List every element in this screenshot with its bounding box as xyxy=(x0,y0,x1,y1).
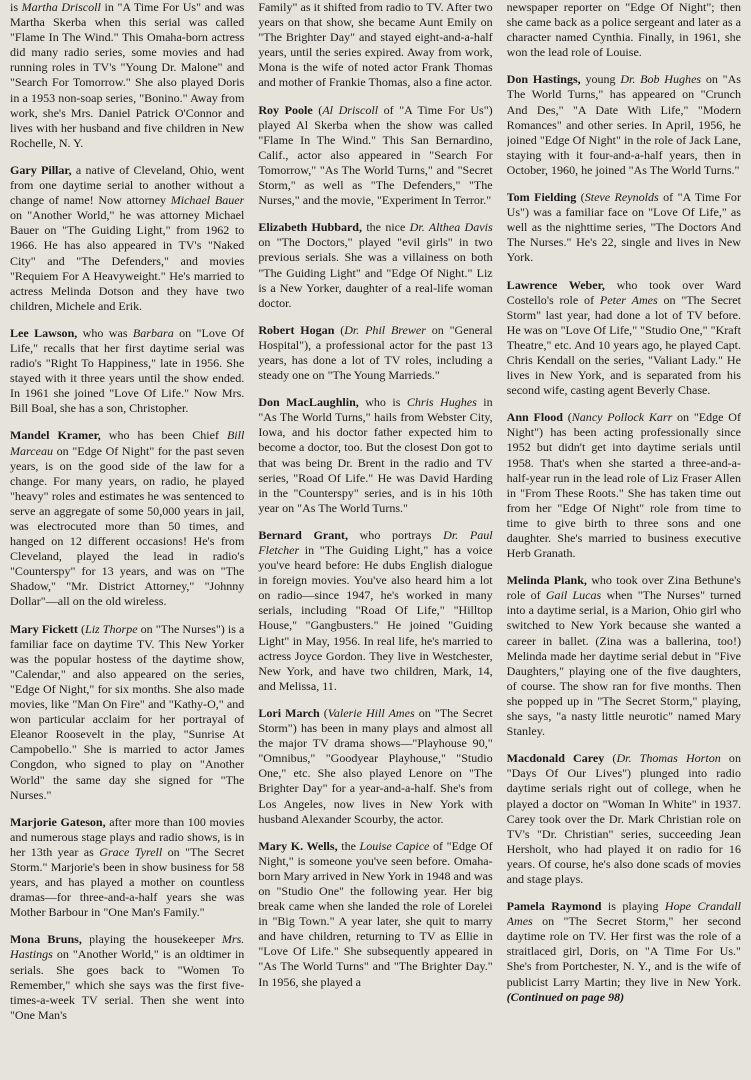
bio-text: on "Another World," is an oldtimer in serials. She goes back to "Women To Remember," which she says was the first five-times-a-week TV serial. Then she went into "One Man's xyxy=(10,947,245,1022)
actor-bio xyxy=(258,839,492,990)
character-name: Louise Capice xyxy=(359,838,430,853)
bio-text: when "The Nurses" turned into a daytime serial, is a Marion, Ohio girl who switched to New York because she wanted a career in ballet. (Zina was a ballerina, too!) Melinda made her daytime serial debut in "Five Daughters," playing one of the five daughters, of course. The show ran for five months. Then she popped up in "The Secret Storm," playing, she says, "a nasty little neurotic" named Mary Stanley. xyxy=(506,588,741,739)
character-name: Liz Thorpe xyxy=(85,621,138,636)
actor-bio xyxy=(10,428,244,609)
actor-bio xyxy=(258,323,492,383)
bio-text: on "The Secret Storm." Marjorie's been in show business for 58 years, and has played a mother on countless dramas—for three-and-a-half years she was Mother Barbour in "One Man's Family." xyxy=(10,844,245,920)
actor-bio xyxy=(507,72,741,178)
bio-text: playing the housekeeper xyxy=(81,932,222,947)
character-name: Hope Crandall Ames xyxy=(506,899,741,929)
actor-name: Bernard Grant, xyxy=(258,527,348,542)
bio-text: on "The Doctors," played "evil girls" in two previous serials. She was a villainess on both "The Guiding Light" and "Edge Of Night." Liz is a New Yorker, daughter of a real-life woman doctor. xyxy=(258,235,493,310)
bio-text: on "As The World Turns," has appeared on "Crunch And Des," "A Date With Life," "Modern Romances" and other series. In April, 1956, he joined "Edge Of Night" in the role of Jack Lane, staying with it four-and-a-half years, then in October, 1960, he joined "As The World Turns." xyxy=(506,72,741,177)
actor-bio xyxy=(10,326,244,417)
character-name: Michael Bauer xyxy=(170,193,245,208)
column-1 xyxy=(10,0,244,1080)
character-name: Dr. Bob Hughes xyxy=(620,72,702,87)
actor-name: Marjorie Gateson, xyxy=(10,814,106,829)
bio-text: ( xyxy=(319,705,328,720)
bio-text: on "The Secret Storm") has been in many plays and almost all the major TV drama shows—"Playhouse 90," "Omnibus," "Goodyear Playhouse," "Studio One," etc. She also played Lenore on "The Brighter Day" for a year-and-a-half. She's from Los Angeles, now lives in New York with husband Alexander Scourby, the actor. xyxy=(258,705,493,826)
continued-notice: (Continued on page 98) xyxy=(506,989,625,1004)
bio-text: in "The Guiding Light," has a voice you've heard before: He dubs English dialogue in foreign movies. You've also heard him a lot on radio—since 1947, he's worked in many serials, including "Road Of Life," "Hilltop House," "Gangbusters." He joined "Guiding Light" in May, 1956. In real life, he's married to actress Joyce Gordon. They live in Westchester, New York, and have two children, Mark, 14, and Melissa, 11. xyxy=(258,543,493,693)
actor-name: Tom Fielding xyxy=(506,190,577,205)
bio-text: ( xyxy=(334,322,345,337)
actor-name: Ann Flood xyxy=(506,410,563,425)
bio-text: on "The Nurses") is a familiar face on daytime TV. This New Yorker was the popular hostess of the daytime show, "Calendar," and also appeared on the series, "Edge Of Night," for six months. She also made movies, like "Man On Fire" and "Kathy-O," and won particular acclaim for her portrayal of Eleanor Roosevelt in the play, "Sunrise At Campobello." She is married to actor James Congdon, who signed to play on "Another World" the same day she signed for "The Nurses." xyxy=(10,621,245,802)
actor-bio xyxy=(10,815,244,921)
bio-text: on "Edge Of Night" for the past seven years, is on the good side of the law for a change. For many years, on radio, he played "heavy" roles and estimates he was sentenced to serve an aggregate of some 50,000 years in jail, was electrocuted more than 50 times, and hanged on 12 different occasions! He's from Cleveland, played the lead in radio's "Counterspy" for 13 years, and was on "The Shadow," "Mr. District Attorney," "Johnny Dollar"—all on the old wireless. xyxy=(10,443,245,609)
bio-text: on "Edge Of Night") has been acting professionally since 1952 but didn't get into daytime serials until 1958. That's when she started a three-and-a-half-year run in the lead role of Liz Fraser Allen in "From These Roots." She has taken time out from her "Edge Of Night" role from time to time to give birth to three sons and one daughter. She's married to business executive Herb Granath. xyxy=(506,410,741,561)
bio-text: on "General Hospital"), a professional actor for the past 13 years, has done a lot of TV roles, including a steady one on "The Young Marrieds." xyxy=(258,322,493,383)
character-name: Dr. Thomas Horton xyxy=(616,751,721,766)
actor-name: Mandel Kramer, xyxy=(10,428,101,443)
bio-text: is playing xyxy=(601,899,665,914)
bio-text: after more than 100 movies and numerous stage plays and radio shows, is in her 13th year as xyxy=(10,814,245,859)
actor-bio xyxy=(507,278,741,399)
bio-text: young xyxy=(580,72,621,87)
character-name: Dr. Paul Fletcher xyxy=(258,527,493,557)
bio-text: a native of Cleveland, Ohio, went from one daytime serial to another without a change of name! Now attorney xyxy=(10,162,245,208)
bio-text: who portrays xyxy=(347,527,444,542)
character-name: Nancy Pollock Karr xyxy=(571,410,673,425)
actor-name: Mary Fickett xyxy=(10,621,78,636)
bio-text: of "Edge Of Night," is someone you've seen before. Omaha-born Mary arrived in New York in 1948 and was on "Studio One" the following year. Her big break came when she landed the role of Lorelei in "Big Town." A year later, she quit to marry and have children, returning to TV as Ellie in "Love Of Life." She subsequently appeared in "As The World Turns" and "The Brighter Day." In 1956, she played a xyxy=(258,838,493,989)
actor-name: Pamela Raymond xyxy=(506,899,602,914)
bio-text: who took over Zina Bethune's role of xyxy=(506,573,741,603)
actor-name: Lawrence Weber, xyxy=(506,277,605,292)
character-name: Chris Hughes xyxy=(406,395,477,410)
bio-text: on "Days Of Our Lives") plunged into radio daytime serials right out of college, when he played a doctor on "Woman In White" in 1937. Carey took over the Dr. Mark Christian role on TV's "Dr. Christian" series, succeeding Jean Hersholt, who had played it on radio for 16 years. Of course, he's also done scads of movies and stage plays. xyxy=(506,751,741,886)
actor-name: Don MacLaughlin, xyxy=(258,395,359,410)
actor-name: Roy Poole xyxy=(258,102,313,117)
bio-text: in "As The World Turns," hails from Webster City, Iowa, and his doctor father expected him to become a doctor, too. But the closest Don got to that was being Dr. Brent in the radio and TV series, "Road Of Life." He was David Harding in the "Counterspy" series, and is in his 10th year on "As The World Turns." xyxy=(258,395,493,515)
character-name: Gail Lucas xyxy=(545,588,602,603)
bio-text: newspaper reporter on "Edge Of Night"; then she came back as a police sergeant and later as a character named Cynthia. Finally, in 1961, she won the lead role of Louise. xyxy=(506,0,741,60)
character-name: Al Driscoll xyxy=(322,102,379,117)
bio-text: on "Love Of Life," recalls that her first daytime serial was radio's "Right To Happiness," late in 1956. She stayed with it three years until the show ended. In 1961 she joined "Love Of Life." Now Mrs. Bill Boal, she has a son, Christopher. xyxy=(10,325,245,416)
actor-name: Don Hastings, xyxy=(506,72,581,87)
actor-name: Robert Hogan xyxy=(258,322,335,337)
bio-text: on "Another World," he was attorney Michael Bauer on "The Guiding Light," from 1962 to 1966. He has also appeared in TV's "Naked City" and "The Defenders," and movies "Requiem For A Heavyweight." He's married to actress Melinda Dotson and they have two children, Michele and Erik. xyxy=(10,208,245,313)
bio-text: of "A Time For Us") was a familiar face on "Love Of Life," as well as the nighttime series, "The Doctors And The Nurses." He's 22, single and lives in New York. xyxy=(506,190,741,265)
character-name: Peter Ames xyxy=(599,292,658,307)
actor-bio xyxy=(258,103,492,209)
actor-name: Gary Pillar, xyxy=(10,162,72,177)
actor-name: Melinda Plank, xyxy=(506,573,587,588)
actor-bio xyxy=(10,932,244,1023)
character-name: Dr. Phil Brewer xyxy=(344,322,426,337)
actor-bio xyxy=(507,751,741,887)
actor-bio xyxy=(507,0,741,60)
bio-text: on "The Secret Storm," her second daytime role on TV. Her first was the role of a straitlaced girl, Doris, on "A Time For Us." She's from Portchester, N. Y., and is the wife of publicist Larry Martin; they live in New York. xyxy=(506,914,741,989)
actor-name: Lori March xyxy=(258,705,320,720)
column-3 xyxy=(507,0,741,1080)
character-name: Martha Driscoll xyxy=(21,0,101,14)
actor-name: Mary K. Wells, xyxy=(258,838,338,853)
character-name: Mrs. Hastings xyxy=(10,932,245,962)
actor-bio xyxy=(507,573,741,739)
actor-bio xyxy=(258,395,492,516)
actor-bio xyxy=(258,528,492,694)
character-name: Bill Marceau xyxy=(10,428,245,458)
character-name: Barbara xyxy=(132,325,174,340)
actor-bio xyxy=(258,220,492,311)
bio-text: ( xyxy=(562,410,572,425)
actor-bio xyxy=(258,706,492,827)
bio-text: ( xyxy=(604,751,617,766)
character-name: Steve Reynolds xyxy=(584,190,659,205)
actor-name: Mona Bruns, xyxy=(10,932,82,947)
bio-text: who was xyxy=(77,325,133,340)
bio-text: Family" as it shifted from radio to TV. After two years on that show, she became Aunt Emily on "The Brighter Day" and stayed eight-and-a-half years, until the series expired. Away from work, Mona is the wife of noted actor Frank Thomas and mother of Frankie Thomas, also a fine actor. xyxy=(258,0,493,90)
bio-text: who is xyxy=(358,395,407,410)
actor-bio xyxy=(507,899,741,1005)
character-name: Grace Tyrell xyxy=(99,844,163,859)
actor-bio xyxy=(10,0,244,151)
actor-name: Macdonald Carey xyxy=(506,751,605,766)
bio-text: who took over Ward Costello's role of xyxy=(506,277,741,307)
bio-text: the xyxy=(337,838,360,853)
actor-name: Elizabeth Hubbard, xyxy=(258,220,363,235)
bio-text: of "A Time For Us") played Al Skerba when the show was called "Flame In The Wind." This San Bernardino, Calif., actor also appeared in "Search For Tomorrow," "As The World Turns," and "Secret Storm," as well as "The Defenders," "The Nurses," and the movie, "Experiment In Terror." xyxy=(258,102,493,208)
bio-text: on "The Secret Storm" last year, had done a lot of TV before. He was on "Love Of Life," "Studio One," "Kraft Theatre," etc. And 10 years ago, he played Capt. Chris Kendall on the series, "Valiant Lady." He lives in New York, and is separated from his second wife, casting agent Beverly Chase. xyxy=(506,292,741,398)
actor-bio xyxy=(10,622,244,803)
character-name: Valerie Hill Ames xyxy=(327,705,415,720)
bio-text: the nice xyxy=(362,220,410,235)
bio-text: who has been Chief xyxy=(100,428,227,443)
bio-text: ( xyxy=(312,102,323,117)
actor-bio xyxy=(507,190,741,265)
bio-text: is Martha Driscoll in "A Time For Us" and was Martha Skerba when this serial was called "Flame In The Wind." This Omaha-born actress did many radio series, some movies and had running roles in TV's "Young Dr. Malone" and "Search For Tomorrow." She also played Doris in a 1953 non-soap series, "Bonino." Away from work, she's Mrs. Daniel Patrick O'Connor and lives with her husband and five children in New Rochelle, N. Y. xyxy=(10,0,245,150)
actor-bio xyxy=(258,0,492,91)
bio-text: ( xyxy=(576,190,585,205)
actor-name: Lee Lawson, xyxy=(10,325,78,340)
actor-bio xyxy=(10,163,244,314)
character-name: Dr. Althea Davis xyxy=(409,220,493,235)
column-2 xyxy=(258,0,492,1080)
bio-text: ( xyxy=(77,621,85,636)
actor-bio xyxy=(507,410,741,561)
